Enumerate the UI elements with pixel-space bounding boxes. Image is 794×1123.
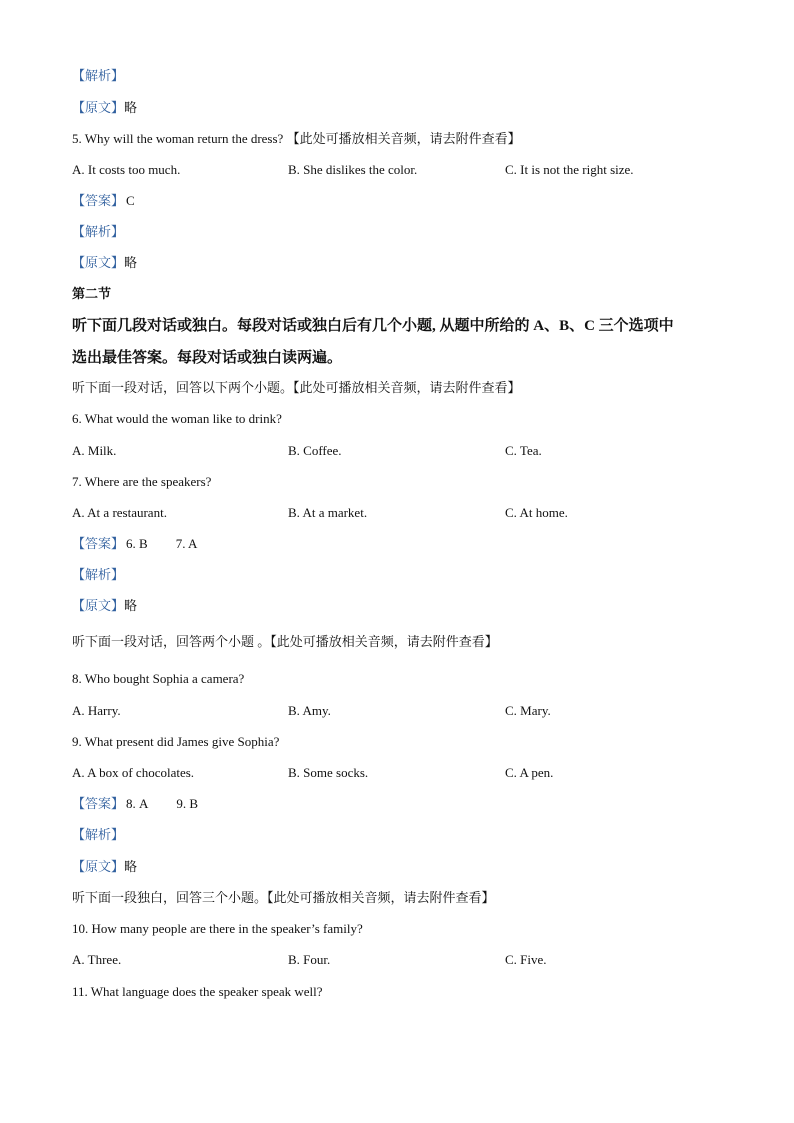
- answer-line: 【答案】 8. A 9. B: [72, 796, 199, 811]
- option-b: B. She dislikes the color.: [288, 162, 418, 177]
- question-9-options: [72, 765, 732, 781]
- analysis-label: 【解析】: [72, 68, 125, 83]
- option-b: B. Four.: [288, 952, 331, 967]
- option-c: C. It is not the right size.: [505, 162, 634, 177]
- option-b: B. Amy.: [288, 703, 331, 718]
- audio-note[interactable]: 【此处可播放相关音频，请去附件查看】: [286, 131, 521, 146]
- question-10: 10. How many people are there in the speaker’s family?: [72, 921, 363, 936]
- answer-line: 【答案】 6. B 7. A: [72, 536, 198, 551]
- analysis-label: 【解析】: [72, 827, 125, 842]
- analysis-label: 【解析】: [72, 224, 125, 239]
- answer-line: 【答案】 C: [72, 193, 135, 208]
- option-c: C. Five.: [505, 952, 547, 967]
- question-7: 7. Where are the speakers?: [72, 474, 212, 489]
- option-a: A. At a restaurant.: [72, 505, 167, 520]
- original-text-line: 【原文】略: [72, 100, 138, 115]
- option-a: A. Three.: [72, 952, 122, 967]
- question-9: 9. What present did James give Sophia?: [72, 734, 280, 749]
- option-a: A. Milk.: [72, 443, 117, 458]
- section-title: 第二节: [72, 286, 112, 301]
- question-7-options: [72, 505, 732, 521]
- question-5-options: [72, 162, 732, 178]
- section-instruction-2: 选出最佳答案。每段对话或独白读两遍。: [72, 350, 343, 366]
- question-8: 8. Who bought Sophia a camera?: [72, 671, 245, 686]
- question-11: 11. What language does the speaker speak well?: [72, 984, 323, 999]
- original-text-line: 【原文】略: [72, 598, 138, 613]
- section-instruction-1: 听下面几段对话或独白。每段对话或独白后有几个小题, 从题中所给的 A、B、C 三个选项中: [72, 318, 674, 334]
- question-5: 5. Why will the woman return the dress? 【此处可播放相关音频，请去附件查看】: [72, 131, 521, 146]
- option-b: B. At a market.: [288, 505, 368, 520]
- question-10-options: [72, 952, 732, 968]
- option-a: A. It costs too much.: [72, 162, 181, 177]
- original-text-line: 【原文】略: [72, 255, 138, 270]
- option-b: B. Some socks.: [288, 765, 369, 780]
- option-a: A. Harry.: [72, 703, 121, 718]
- option-c: C. A pen.: [505, 765, 554, 780]
- question-6: 6. What would the woman like to drink?: [72, 411, 282, 426]
- group-intro: 听下面一段对话，回答两个小题 。【此处可播放相关音频，请去附件查看】: [72, 634, 498, 649]
- question-6-options: [72, 443, 732, 459]
- question-8-options: [72, 703, 732, 719]
- option-a: A. A box of chocolates.: [72, 765, 195, 780]
- group-intro: 听下面一段独白，回答三个小题。【此处可播放相关音频，请去附件查看】: [72, 890, 495, 905]
- original-text-line: 【原文】略: [72, 859, 138, 874]
- option-b: B. Coffee.: [288, 443, 342, 458]
- analysis-label: 【解析】: [72, 567, 125, 582]
- option-c: C. At home.: [505, 505, 568, 520]
- option-c: C. Tea.: [505, 443, 542, 458]
- option-c: C. Mary.: [505, 703, 551, 718]
- group-intro: 听下面一段对话，回答以下两个小题。【此处可播放相关音频，请去附件查看】: [72, 380, 521, 395]
